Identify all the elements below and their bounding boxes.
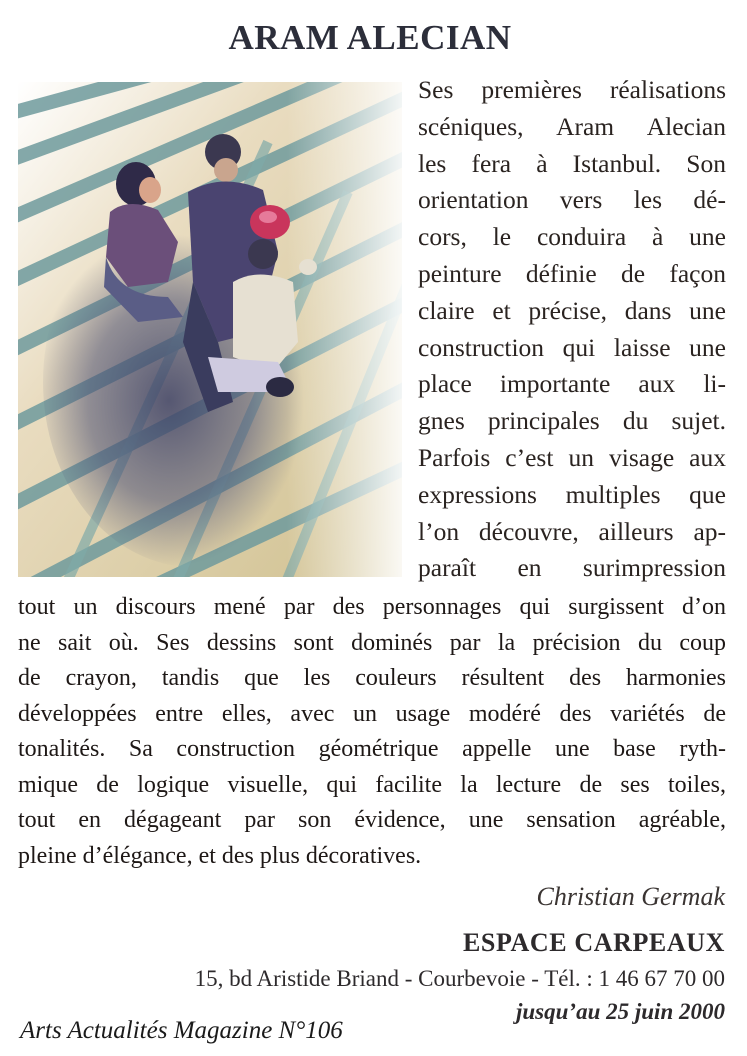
text-line: l’on découvre, ailleurs ap- bbox=[418, 516, 726, 546]
painting-image bbox=[18, 82, 402, 577]
body-text bbox=[18, 590, 726, 874]
text-line: construction qui laisse une bbox=[418, 332, 726, 362]
text-line: tout en dégageant par son évidence, une sensation agréable, bbox=[18, 807, 726, 833]
text-line: les fera à Istanbul. Son bbox=[418, 148, 726, 178]
text-line: tout un discours mené par des personnages qui surgissent d’on bbox=[18, 594, 726, 620]
text-line: de crayon, tandis que les couleurs résultent des harmonies bbox=[18, 665, 726, 691]
text-line: paraît en surimpression bbox=[418, 553, 726, 583]
article-title: ARAM ALECIAN bbox=[228, 18, 512, 57]
text-line: place importante aux li- bbox=[418, 369, 726, 399]
text-line: développées entre elles, avec un usage modéré des variétés de bbox=[18, 700, 726, 727]
text-line: pleine d’élégance, et des plus décoratives. bbox=[18, 842, 422, 869]
text-line: orientation vers les dé- bbox=[418, 185, 726, 215]
text-line: mique de logique visuelle, qui facilite la lecture de ses toiles, bbox=[18, 771, 726, 798]
source-caption: Arts Actualités Magazine N°106 bbox=[20, 1017, 343, 1044]
text-line: scéniques, Aram Alecian bbox=[418, 111, 726, 141]
text-line: Ses premières réalisations bbox=[418, 75, 726, 104]
author-signature: Christian Germak bbox=[536, 882, 725, 911]
text-line: claire et précise, dans une bbox=[418, 295, 726, 325]
text-line: peinture définie de façon bbox=[418, 258, 726, 288]
text-line: ne sait où. Ses dessins sont dominés par la précision du coup bbox=[18, 629, 726, 656]
text-line: Parfois c’est un visage aux bbox=[418, 442, 726, 472]
text-line: gnes principales du sujet. bbox=[418, 406, 726, 436]
text-line: tonalités. Sa construction géométrique appelle une base ryth- bbox=[18, 736, 726, 762]
column-text bbox=[418, 72, 726, 587]
exhibition-dates: jusqu’au 25 juin 2000 bbox=[516, 999, 725, 1024]
text-line: cors, le conduira à une bbox=[418, 222, 726, 252]
venue-address: 15, bd Aristide Briand - Courbevoie - Tél. : 1 46 67 70 00 bbox=[194, 966, 725, 991]
text-line: expressions multiples que bbox=[418, 479, 726, 509]
venue-name: ESPACE CARPEAUX bbox=[462, 928, 725, 957]
